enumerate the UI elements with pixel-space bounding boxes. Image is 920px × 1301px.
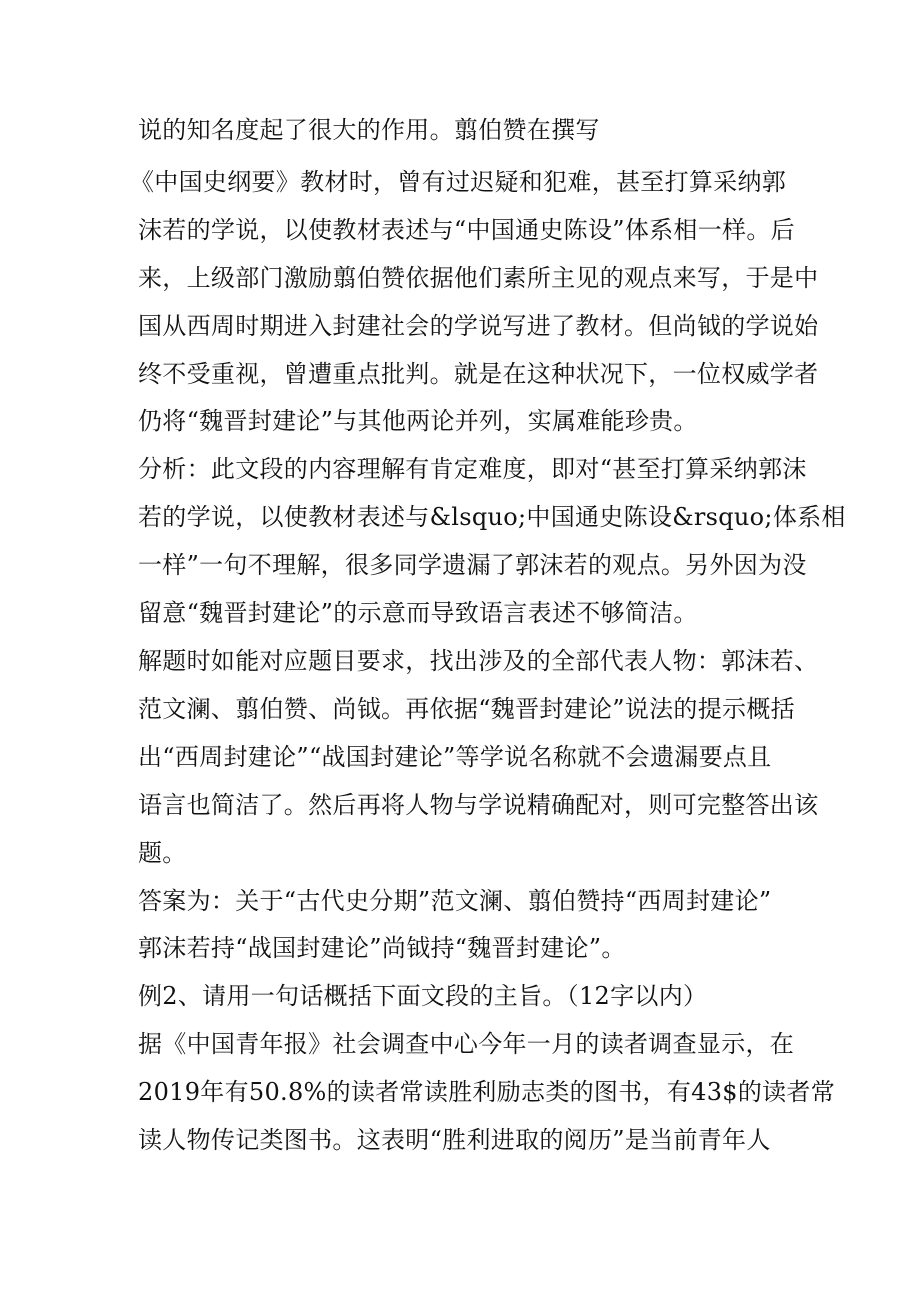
text-line: 来，上级部门激励翦伯赞依据他们素所主见的观点来写，于是中 bbox=[138, 264, 819, 292]
text-line: 终不受重视，曾遭重点批判。就是在这种状况下，一位权威学者 bbox=[138, 360, 819, 388]
text-line: 国从西周时期进入封建社会的学说写进了教材。但尚钺的学说始 bbox=[138, 312, 819, 340]
text-line: 说的知名度起了很大的作用。翦伯赞在撰写 bbox=[138, 116, 600, 144]
text-line: 若的学说，以使教材表述与&lsquo;中国通史陈设&rsquo;体系相 bbox=[138, 503, 846, 531]
text-line: 仍将“魏晋封建论”与其他两论并列，实属难能珍贵。 bbox=[138, 407, 698, 435]
text-line: 范文澜、翦伯赞、尚钺。再依据“魏晋封建论”说法的提示概括 bbox=[138, 695, 795, 723]
text-line: 出“西周封建论”“战国封建论”等学说名称就不会遗漏要点且 bbox=[138, 743, 772, 771]
text-line: 《中国史纲要》教材时，曾有过迟疑和犯难，甚至打算采纳郭 bbox=[130, 168, 787, 196]
text-line: 题。 bbox=[138, 839, 187, 867]
text-line: 据《中国青年报》社会调查中心今年一月的读者调查显示，在 bbox=[138, 1030, 795, 1058]
text-line: 例2、请用一句话概括下面文段的主旨。（12字以内） bbox=[138, 982, 708, 1010]
text-line: 留意“魏晋封建论”的示意而导致语言表述不够简洁。 bbox=[138, 599, 698, 627]
text-line: 郭沫若持“战国封建论”尚钺持“魏晋封建论”。 bbox=[138, 934, 626, 962]
text-line: 答案为：关于“古代史分期”范文澜、翦伯赞持“西周封建论” bbox=[138, 887, 772, 915]
text-line: 语言也简洁了。然后再将人物与学说精确配对，则可完整答出该 bbox=[138, 791, 819, 819]
text-line: 解题时如能对应题目要求，找出涉及的全部代表人物：郭沫若、 bbox=[138, 647, 819, 675]
text-line: 2019年有50.8%的读者常读胜利励志类的图书，有43$的读者常 bbox=[138, 1078, 836, 1106]
text-line: 分析：此文段的内容理解有肯定难度，即对“甚至打算采纳郭沫 bbox=[138, 455, 807, 483]
text-line: 一样”一句不理解，很多同学遗漏了郭沫若的观点。另外因为没 bbox=[138, 551, 807, 579]
text-line: 沫若的学说，以使教材表述与“中国通史陈设”体系相一样。后 bbox=[138, 216, 795, 244]
text-line: 读人物传记类图书。这表明“胜利进取的阅历”是当前青年人 bbox=[138, 1126, 771, 1154]
